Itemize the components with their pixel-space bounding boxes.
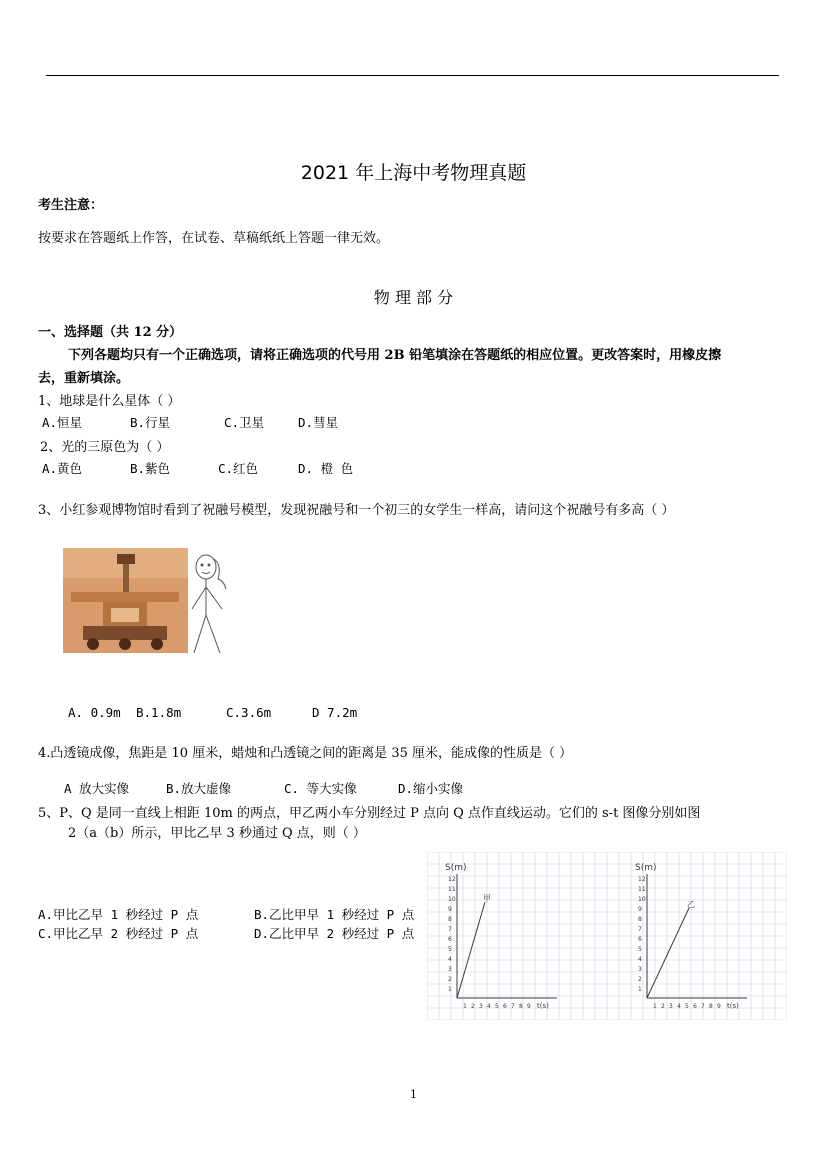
q5-option-d: D.乙比甲早 2 秒经过 P 点 — [254, 926, 415, 941]
graph-a-y-tick: 8 — [448, 916, 452, 923]
graph-a-curve-label: 甲 — [483, 894, 491, 903]
graph-a-x-tick: 8 — [519, 1003, 523, 1010]
part1-instruction-line2: 去，重新填涂。 — [38, 371, 130, 386]
page-number: 1 — [410, 1088, 417, 1101]
graph-b-curve-label: 乙 — [687, 900, 695, 909]
graph-b-xlabel: t(s) — [727, 1002, 739, 1010]
graph-a-xlabel: t(s) — [537, 1002, 549, 1010]
graph-b-y-tick: 9 — [638, 906, 642, 913]
q1-stem: 1、地球是什么星体（ ） — [38, 394, 181, 409]
part1-heading: 一、选择题（共 12 分） — [38, 325, 183, 340]
graph-b-y-tick: 10 — [638, 896, 646, 903]
graph-a-x-tick: 5 — [495, 1003, 499, 1010]
graph-b-y-tick: 3 — [638, 966, 642, 973]
page-title: 2021 年上海中考物理真题 — [300, 162, 527, 184]
q5-option-a: A.甲比乙早 1 秒经过 P 点 — [38, 907, 199, 922]
q1-option-b: B.行星 — [130, 415, 171, 430]
graph-a-x-tick: 2 — [471, 1003, 475, 1010]
q5-stem-line2: 2（a（b）所示，甲比乙早 3 秒通过 Q 点，则（ ） — [68, 826, 366, 841]
graph-b-x-tick: 3 — [669, 1003, 673, 1010]
graph-b-x-tick: 6 — [693, 1003, 697, 1010]
q3-stem: 3、小红参观博物馆时看到了祝融号模型，发现祝融号和一个初三的女学生一样高，请问这个祝融号有多高（ ） — [38, 503, 675, 518]
q2-option-c: C.红色 — [218, 461, 259, 476]
graph-b-x-tick: 4 — [677, 1003, 681, 1010]
graph-b-y-tick: 1 — [638, 986, 642, 993]
q2-stem: 2、光的三原色为（ ） — [40, 440, 170, 455]
q3-option-c: C.3.6m — [226, 705, 272, 720]
q3-option-a: A. 0.9m — [68, 705, 121, 720]
q5-option-c: C.甲比乙早 2 秒经过 P 点 — [38, 926, 199, 941]
q5-stem-line1: 5、P、Q 是同一直线上相距 10m 的两点，甲乙两小车分别经过 P 点向 Q 点作直线运动。它们的 s-t 图像分别如图 — [38, 806, 701, 821]
graph-a-y-tick: 1 — [448, 986, 452, 993]
graph-b-x-tick: 2 — [661, 1003, 665, 1010]
graph-b-y-tick: 12 — [638, 876, 646, 883]
graph-a-y-tick: 3 — [448, 966, 452, 973]
graph-a-y-tick: 7 — [448, 926, 452, 933]
graph-b-x-tick: 8 — [709, 1003, 713, 1010]
graph-b-y-tick: 11 — [638, 886, 646, 893]
notice-label: 考生注意： — [38, 198, 104, 213]
section-title: 物 理 部 分 — [373, 288, 454, 307]
q3-option-d: D 7.2m — [312, 705, 358, 720]
graph-b-y-tick: 2 — [638, 976, 642, 983]
graph-b-y-tick: 5 — [638, 946, 642, 953]
graph-a-y-tick: 2 — [448, 976, 452, 983]
graph-a-x-tick: 7 — [511, 1003, 515, 1010]
graph-a-x-tick: 3 — [479, 1003, 483, 1010]
graph-b-ylabel: S(m) — [635, 863, 657, 873]
q4-stem: 4.凸透镜成像，焦距是 10 厘米，蜡烛和凸透镜之间的距离是 35 厘米，能成像的性质是（ ） — [38, 746, 573, 761]
graph-b-y-tick: 8 — [638, 916, 642, 923]
graph-b-x-tick: 1 — [653, 1003, 657, 1010]
q3-option-b: B.1.8m — [136, 705, 182, 720]
q4-option-d: D.缩小实像 — [398, 781, 464, 796]
graph-a-x-tick: 6 — [503, 1003, 507, 1010]
q1-option-c: C.卫星 — [224, 415, 265, 430]
q4-option-b: B.放大虚像 — [166, 781, 232, 796]
graph-a-curve — [457, 902, 485, 998]
notice-text: 按要求在答题纸上作答，在试卷、草稿纸纸上答题一律无效。 — [38, 231, 390, 246]
header-rule — [46, 75, 779, 76]
q1-option-a: A.恒星 — [42, 415, 83, 430]
graph-a-x-tick: 4 — [487, 1003, 491, 1010]
graph-a-y-tick: 6 — [448, 936, 452, 943]
q2-option-a: A.黄色 — [42, 461, 83, 476]
graph-a-x-tick: 1 — [463, 1003, 467, 1010]
graph-a-y-tick: 10 — [448, 896, 456, 903]
q4-option-c: C. 等大实像 — [284, 781, 357, 796]
q2-option-b: B.紫色 — [130, 461, 171, 476]
graph-b-y-tick: 6 — [638, 936, 642, 943]
graph-a-y-tick: 9 — [448, 906, 452, 913]
q2-option-d: D. 橙 色 — [298, 461, 354, 476]
zhurong-rover-photo — [63, 548, 188, 653]
graph-b-y-tick: 7 — [638, 926, 642, 933]
graph-a-y-tick: 5 — [448, 946, 452, 953]
graph-b-x-tick: 5 — [685, 1003, 689, 1010]
graph-b-y-tick: 4 — [638, 956, 642, 963]
graph-a-ylabel: S(m) — [445, 863, 467, 873]
graph-a-x-tick: 9 — [527, 1003, 531, 1010]
q1-option-d: D.彗星 — [298, 415, 339, 430]
q5-option-b: B.乙比甲早 1 秒经过 P 点 — [254, 907, 415, 922]
graph-a-y-tick: 4 — [448, 956, 452, 963]
graph-b-x-tick: 7 — [701, 1003, 705, 1010]
q4-option-a: A 放大实像 — [64, 781, 130, 796]
graph-b-curve — [647, 908, 689, 998]
graph-a-y-tick: 12 — [448, 876, 456, 883]
st-graphs-figure — [427, 852, 787, 1020]
graph-a-y-tick: 11 — [448, 886, 456, 893]
graph-b-x-tick: 9 — [717, 1003, 721, 1010]
part1-instruction-line1: 下列各题均只有一个正确选项，请将正确选项的代号用 2B 铅笔填涂在答题纸的相应位置。更改答案时，用橡皮擦 — [68, 348, 722, 363]
stick-figure-girl — [188, 553, 228, 657]
